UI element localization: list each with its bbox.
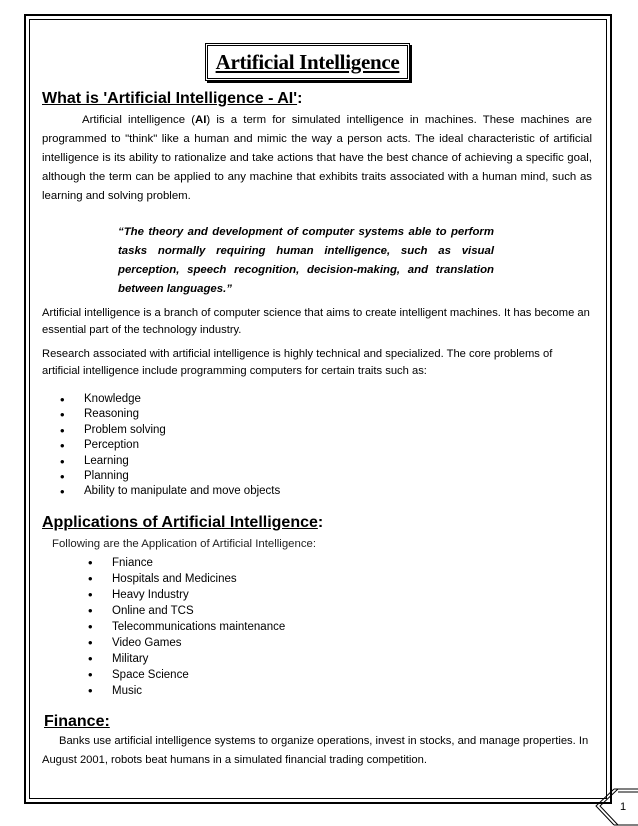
application-item-label: Video Games <box>112 637 182 649</box>
page-number: 1 <box>620 801 627 813</box>
application-item-label: Military <box>112 653 149 665</box>
bullet-icon: • <box>88 603 93 618</box>
bullet-icon: • <box>60 484 65 500</box>
bullet-icon: • <box>88 571 93 586</box>
application-item-label: Telecommunications maintenance <box>112 621 286 633</box>
definition-text-rest: ) is a term for simulated intelligence in machines. These machines are programmed to "think" like a human and mimic the way a person acts. The ideal characteristic of artificial intelligence is its ability to rationalize and take actions that have the best chance of achieving a specific goal, although the term can be applied to any machine that exhibits traits associated with a human mind, such as learning and solving problem. <box>42 114 592 202</box>
application-item <box>88 603 285 619</box>
trait-item-label: Perception <box>84 439 139 452</box>
trait-item-label: Problem solving <box>84 423 166 436</box>
definition-text-start: Artificial intelligence ( <box>82 114 196 126</box>
trait-item <box>60 484 280 499</box>
section-heading-text: Finance: <box>44 713 110 730</box>
section-heading-text: What is 'Artificial Intelligence - AI' <box>42 90 298 107</box>
bullet-icon: • <box>88 555 93 570</box>
trait-item <box>60 392 280 407</box>
application-item-label: Space Science <box>112 669 189 681</box>
trait-item-label: Knowledge <box>84 393 141 405</box>
section-heading-colon: : <box>297 90 303 107</box>
application-item <box>88 619 285 635</box>
application-item <box>88 571 285 587</box>
ai-branch-paragraph: Artificial intelligence is a branch of computer science that aims to create intelligent machines. It has become an essential part of the technology industry. <box>42 307 590 336</box>
application-item-label: Music <box>112 685 143 697</box>
application-item-label: Hospitals and Medicines <box>112 573 237 585</box>
section-heading-what-is-ai <box>42 90 302 108</box>
ai-abbrev: AI <box>195 114 207 126</box>
finance-paragraph: Banks use artificial intelligence systems to organize operations, invest in stocks, and manage properties. In August 2001, robots beat humans in a simulated financial trading competition. <box>42 735 589 766</box>
application-item-label: Fniance <box>112 557 153 569</box>
bullet-icon: • <box>88 683 93 698</box>
section-heading-colon: : <box>317 514 324 531</box>
bullet-icon: • <box>60 438 65 454</box>
application-item <box>88 587 285 603</box>
bullet-icon: • <box>88 635 93 650</box>
section-heading-text: Applications of Artificial Intelligence <box>42 514 318 531</box>
trait-item <box>60 454 280 469</box>
trait-item <box>60 407 280 422</box>
application-item <box>88 683 285 699</box>
bullet-icon: • <box>60 468 65 484</box>
bullet-icon: • <box>60 392 65 407</box>
research-paragraph: Research associated with artificial intelligence is highly technical and specialized. The core problems of artificial intelligence include programming computers for certain traits such as: <box>42 348 553 377</box>
application-item-label: Heavy Industry <box>112 589 189 601</box>
trait-item-label: Ability to manipulate and move objects <box>84 485 281 498</box>
trait-item <box>60 438 280 453</box>
applications-list <box>88 555 285 699</box>
ai-definition-paragraph <box>42 111 592 206</box>
section-heading-finance <box>44 713 110 731</box>
bullet-icon: • <box>88 651 93 666</box>
trait-item-label: Planning <box>84 469 129 482</box>
traits-list <box>60 392 280 500</box>
bullet-icon: • <box>60 407 65 423</box>
bullet-icon: • <box>88 619 93 634</box>
definition-quote: “The theory and development of computer systems able to perform tasks normally requiring human intelligence, such as visual perception, speech recognition, decision-making, and translation between languages.” <box>118 226 494 295</box>
trait-item <box>60 469 280 484</box>
bullet-icon: • <box>60 453 65 469</box>
trait-item <box>60 423 280 438</box>
bullet-icon: • <box>60 422 65 438</box>
trait-item-label: Reasoning <box>84 408 139 421</box>
application-item-label: Online and TCS <box>112 605 194 617</box>
application-item <box>88 651 285 667</box>
application-item <box>88 555 285 571</box>
application-item <box>88 667 285 683</box>
trait-item-label: Learning <box>84 454 129 467</box>
application-item <box>88 635 285 651</box>
page-corner-decoration <box>594 788 638 826</box>
title-box <box>205 43 410 81</box>
section-heading-applications <box>42 514 323 532</box>
bullet-icon: • <box>88 667 93 682</box>
page-title: Artificial Intelligence <box>215 49 400 74</box>
applications-intro: Following are the Application of Artificial Intelligence: <box>52 538 317 550</box>
bullet-icon: • <box>88 587 93 602</box>
